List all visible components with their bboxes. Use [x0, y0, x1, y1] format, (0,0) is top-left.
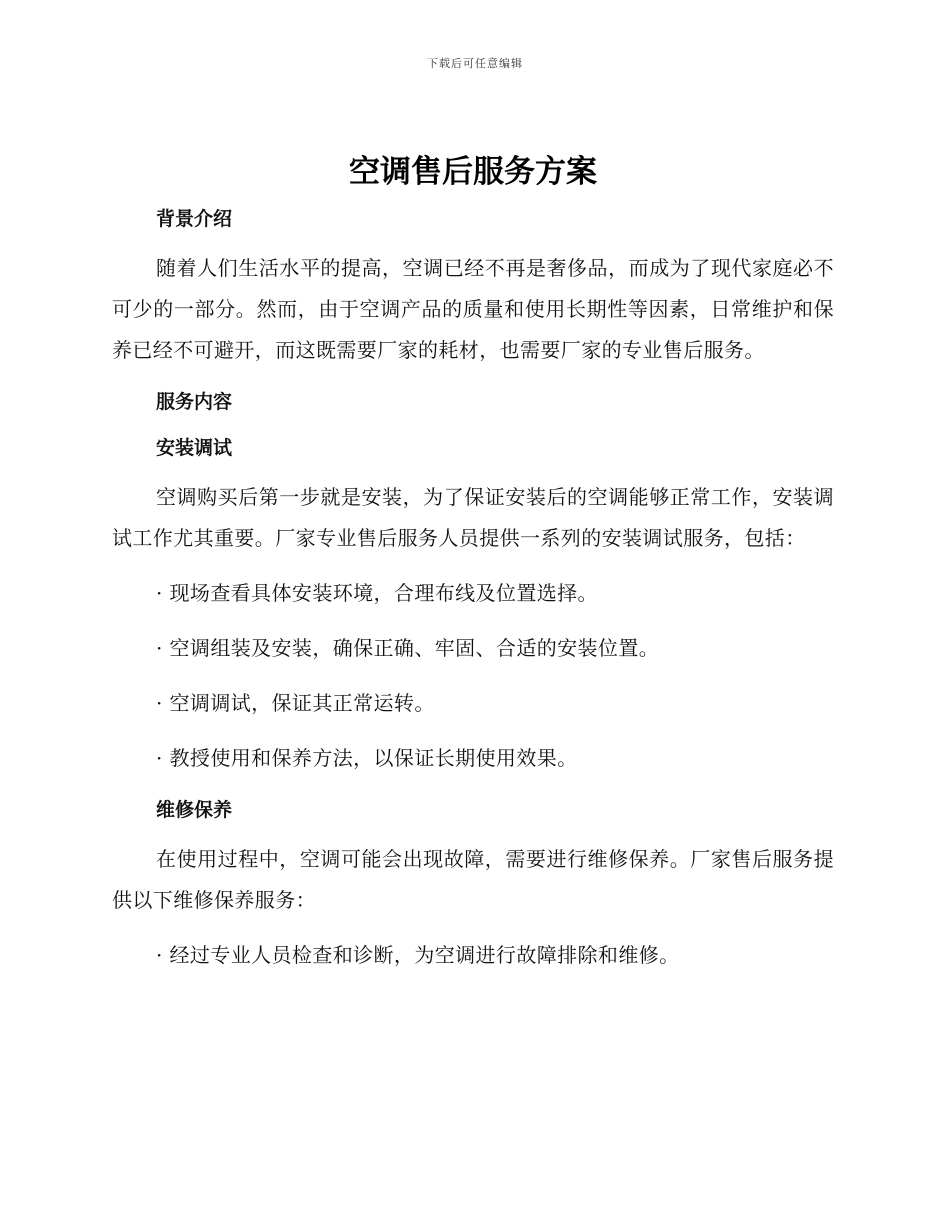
- section-heading-background: 背景介绍: [156, 208, 233, 230]
- section-heading-service-content: 服务内容: [156, 391, 233, 413]
- document-title: 空调售后服务方案: [349, 154, 597, 190]
- paragraph-installation: 空调购买后第一步就是安装，为了保证安装后的空调能够正常工作，安装调试工作尤其重要。厂家专业售后服务人员提供一系列的安装调试服务，包括：: [112, 485, 834, 550]
- section-heading-installation: 安装调试: [156, 437, 233, 459]
- list-item: · 空调组装及安装，确保正确、牢固、合适的安装位置。: [156, 636, 660, 660]
- section-heading-maintenance: 维修保养: [156, 799, 233, 821]
- list-item: · 现场查看具体安装环境，合理布线及位置选择。: [156, 581, 598, 605]
- paragraph-maintenance: 在使用过程中，空调可能会出现故障，需要进行维修保养。厂家售后服务提供以下维修保养服务：: [112, 847, 834, 912]
- list-item: · 教授使用和保养方法，以保证长期使用效果。: [156, 746, 578, 770]
- document-body: [112, 150, 834, 976]
- paragraph-background: 随着人们生活水平的提高，空调已经不再是奢侈品，而成为了现代家庭必不可少的一部分。然而，由于空调产品的质量和使用长期性等因素，日常维护和保养已经不可避开，而这既需要厂家的耗材，也需要厂家的专业售后服务。: [112, 256, 834, 362]
- header-note: 下载后可任意编辑: [427, 57, 523, 70]
- list-item: · 经过专业人员检查和诊断，为空调进行故障排除和维修。: [156, 943, 680, 967]
- list-item: · 空调调试，保证其正常运转。: [156, 691, 435, 715]
